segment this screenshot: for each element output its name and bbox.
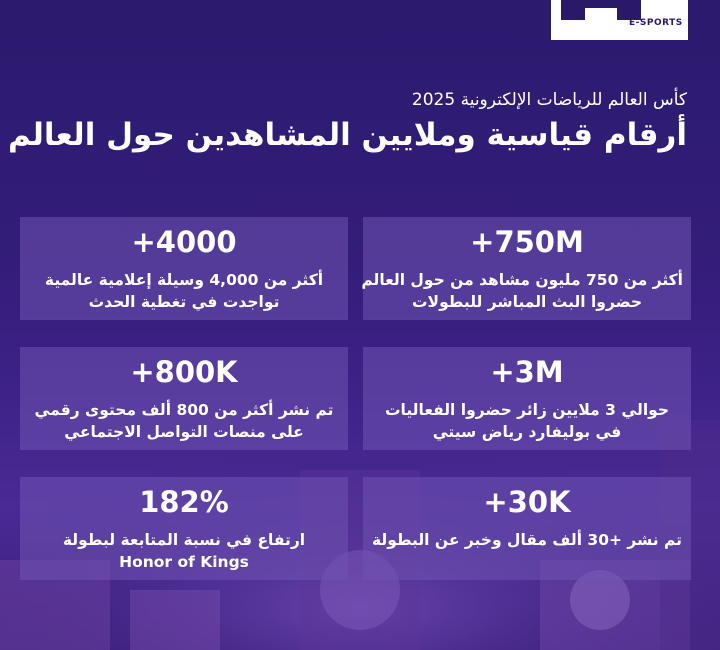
stat-description-line: أكثر من 4,000 وسيلة إعلامية عالمية [44, 271, 324, 289]
stat-number: 182% [139, 485, 229, 519]
stat-description-line: على منصات التواصل الاجتماعي [64, 423, 304, 441]
stat-card-viewers [363, 217, 691, 320]
stat-description-line: تم نشر +30 ألف مقال وخبر عن البطولة [372, 531, 682, 549]
stat-description [28, 399, 340, 443]
stat-description-line: تواجدت في تغطية الحدث [88, 293, 280, 311]
stat-number: +4000 [131, 225, 237, 259]
stat-description [371, 399, 683, 443]
stat-description [28, 269, 340, 313]
stat-card-honor-of-kings [20, 477, 348, 580]
stat-number: +30K [483, 485, 571, 519]
stat-number: +3M [490, 355, 564, 389]
stat-description [361, 269, 683, 313]
stat-description-line: تم نشر أكثر من 800 ألف محتوى رقمي [34, 401, 334, 419]
stat-description-game-name: Honor of Kings [119, 553, 249, 571]
stat-number: +800K [130, 355, 238, 389]
subtitle: كأس العالم للرياضات الإلكترونية 2025 [411, 90, 687, 110]
stat-card-digital-content [20, 347, 348, 450]
stat-card-articles [363, 477, 691, 580]
stat-description-line: في بوليفارد رياض سيتي [432, 423, 622, 441]
stat-card-visitors [363, 347, 691, 450]
logo-mark [561, 0, 641, 20]
stat-card-media [20, 217, 348, 320]
logo-subtext: E-SPORTS [629, 18, 683, 28]
stat-description [371, 529, 683, 551]
stat-description-line: حوالي 3 ملايين زائر حضروا الفعاليات [384, 401, 670, 419]
page-title: أرقام قياسية وملايين المشاهدين حول العالم [7, 117, 687, 153]
stat-description [28, 529, 340, 573]
stat-description-line: أكثر من 750 مليون مشاهد من حول العالم [361, 271, 683, 289]
stat-description-line: حضروا البث المباشر للبطولات [411, 293, 643, 311]
stat-number: +750M [470, 225, 584, 259]
logo [551, 0, 688, 40]
stat-description-line: ارتفاع في نسبة المتابعة لبطولة [62, 531, 306, 549]
